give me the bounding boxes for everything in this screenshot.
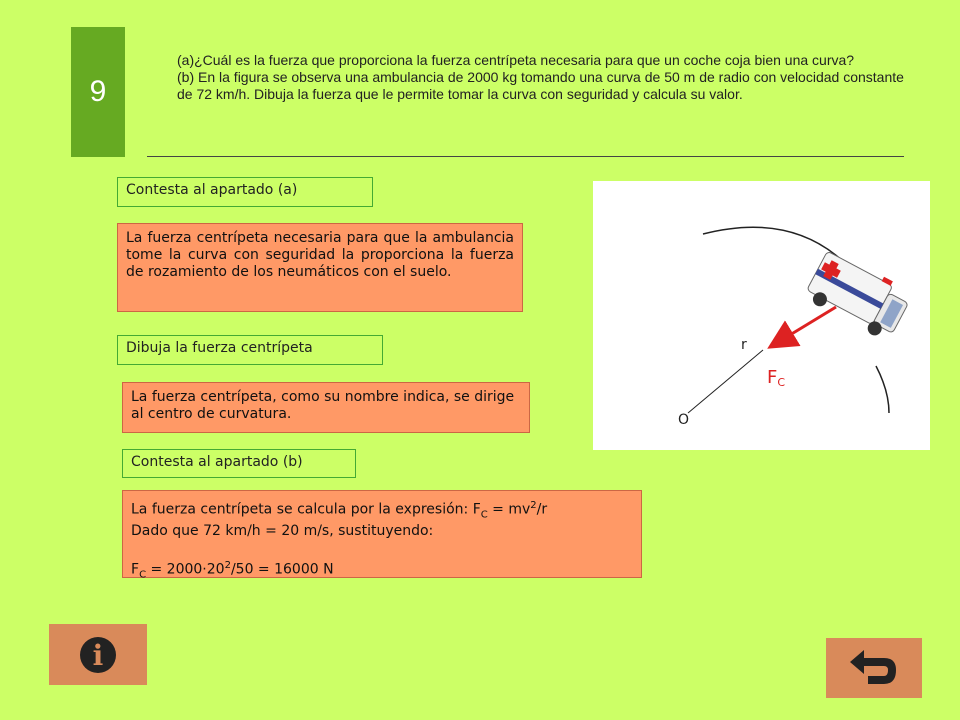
curve-figure bbox=[593, 181, 930, 450]
result-text: = 2000·20 bbox=[146, 562, 225, 579]
curve-diagram bbox=[593, 181, 930, 450]
formula-text: /r bbox=[536, 501, 548, 518]
draw-force-answer-text: La fuerza centrípeta, como su nombre indica, se dirige al centro de curvatura. bbox=[131, 389, 515, 422]
return-arrow-icon bbox=[848, 649, 900, 687]
part-b-line-3 bbox=[131, 557, 633, 583]
formula-text: = mv bbox=[487, 501, 531, 518]
question-text bbox=[177, 52, 907, 103]
part-b-answer bbox=[122, 490, 642, 581]
part-b-line-2: Dado que 72 km/h = 20 m/s, sustituyendo: bbox=[131, 523, 434, 540]
info-button[interactable] bbox=[49, 624, 147, 685]
exercise-number bbox=[71, 27, 125, 157]
force-label: FC bbox=[767, 367, 786, 389]
part-a-label: Contesta al apartado (a) bbox=[126, 182, 298, 198]
divider bbox=[147, 156, 904, 157]
draw-force-label-button[interactable] bbox=[117, 335, 383, 365]
center-label: O bbox=[678, 412, 690, 428]
svg-text:i: i bbox=[92, 638, 104, 672]
result-text: F bbox=[131, 562, 140, 579]
result-sup: 2 bbox=[224, 560, 231, 572]
question-b: (b) En la figura se observa una ambulancia de 2000 kg tomando una curva de 50 m de radio con velocidad constante de 72 km/h. Dibuja la fuerza que le permite tomar la curva con seguridad y calcula su valor. bbox=[177, 69, 904, 102]
force-arrow bbox=[780, 307, 836, 341]
formula-text: La fuerza centrípeta se calcula por la expresión: F bbox=[131, 501, 481, 518]
draw-force-label: Dibuja la fuerza centrípeta bbox=[126, 340, 313, 356]
question-a: (a)¿Cuál es la fuerza que proporciona la fuerza centrípeta necesaria para que un coche coja bien una curva? bbox=[177, 52, 855, 68]
formula-sup: 2 bbox=[530, 500, 537, 511]
draw-force-answer bbox=[122, 382, 530, 433]
info-icon bbox=[78, 635, 118, 675]
curve-arc-lower bbox=[876, 366, 889, 413]
part-a-answer-text: La fuerza centrípeta necesaria para que la ambulancia tome la curva con seguridad la proporciona la fuerza de rozamiento de los neumáticos con el suelo. bbox=[126, 230, 514, 280]
result-text: /50 = 16000 N bbox=[230, 562, 334, 579]
part-a-answer bbox=[117, 223, 523, 312]
result-sub: C bbox=[139, 569, 147, 581]
part-a-label-button[interactable] bbox=[117, 177, 373, 207]
radius-line bbox=[688, 350, 763, 413]
part-b-line-1 bbox=[131, 497, 633, 523]
exercise-number-text: 9 bbox=[89, 75, 107, 108]
part-b-label-button[interactable] bbox=[122, 449, 356, 478]
ambulance-icon bbox=[803, 248, 915, 343]
return-button[interactable] bbox=[826, 638, 922, 698]
radius-label: r bbox=[741, 337, 747, 353]
part-b-label: Contesta al apartado (b) bbox=[131, 454, 303, 470]
formula-sub: C bbox=[480, 509, 488, 521]
